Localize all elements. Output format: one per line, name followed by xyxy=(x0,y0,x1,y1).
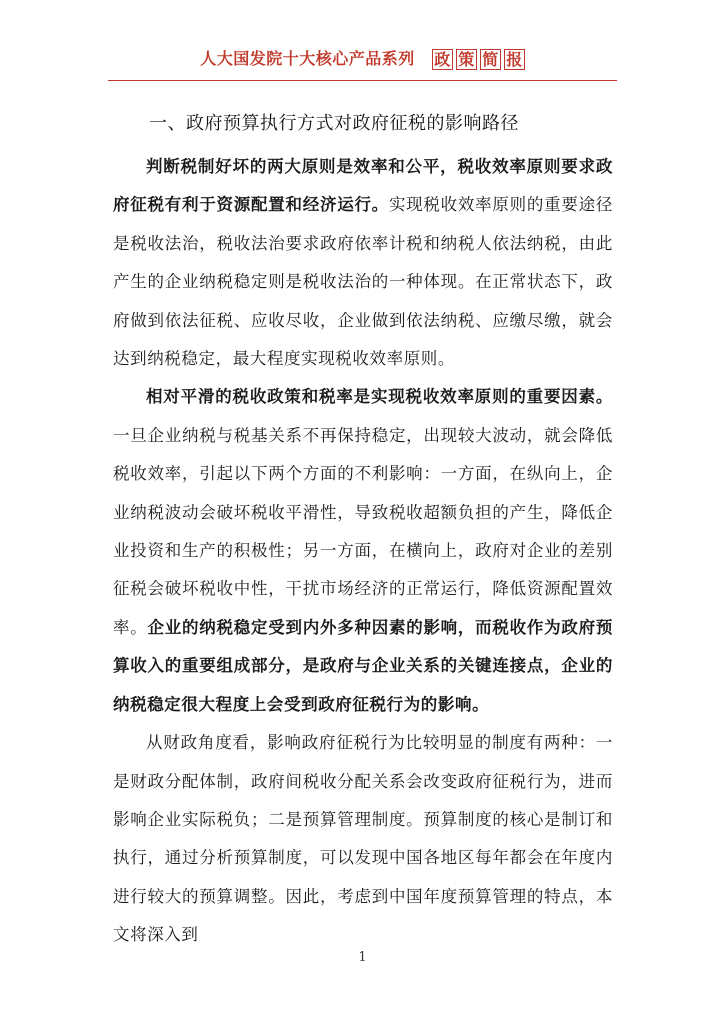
document-body xyxy=(113,110,613,955)
paragraph-1-lead: 判断税制好坏的两大原则是效率和公平，税收效率原则要求政府征税有利于资源配置和经济运行。 xyxy=(113,157,613,215)
paragraph-3 xyxy=(113,724,613,954)
paragraph-1-body: 实现税收效率原则的重要途径是税收法治，税收法治要求政府依率计税和纳税人依法纳税，由此产生的企业纳税稳定则是税收法治的一种体现。在正常状态下，政府做到依法征税、应收尽收，企业做到依法纳税、应缴尽缴，就会达到纳税稳定，最大程度实现税收效率原则。 xyxy=(113,195,613,369)
badge-char-jian: 简 xyxy=(480,49,501,70)
series-title: 人大国发院十大核心产品系列 xyxy=(200,49,415,68)
paragraph-2-lead: 相对平滑的税收政策和税率是实现税收效率原则的重要因素。 xyxy=(146,387,613,407)
paragraph-1 xyxy=(113,148,613,378)
paragraph-3-body: 从财政角度看，影响政府征税行为比较明显的制度有两种：一是财政分配体制，政府间税收分配关系会改变政府征税行为，进而影响企业实际税负；二是预算管理制度。预算制度的核心是制订和执行，通过分析预算制度，可以发现中国各地区每年都会在年度内进行较大的预算调整。因此，考虑到中国年度预算管理的特点，本文将深入到 xyxy=(113,733,613,945)
badge-char-zheng: 政 xyxy=(432,49,453,70)
badge-char-bao: 报 xyxy=(504,49,525,70)
section-heading: 一、政府预算执行方式对政府征税的影响路径 xyxy=(149,113,519,134)
paragraph-2-body: 一旦企业纳税与税基关系不再保持稳定，出现较大波动，就会降低税收效率，引起以下两个方面的不利影响：一方面，在纵向上，企业纳税波动会破坏税收平滑性，导致税收超额负担的产生，降低企业投资和生产的积极性；另一方面，在横向上，政府对企业的差别征税会破坏税收中性，干扰市场经济的正常运行，降低资源配置效率。 xyxy=(113,425,613,637)
paragraph-2-conclusion: 企业的纳税稳定受到内外多种因素的影响，而税收作为政府预算收入的重要组成部分，是政府与企业关系的关键连接点，企业的纳税稳定很大程度上会受到政府征税行为的影响。 xyxy=(113,617,614,714)
badge-char-ce: 策 xyxy=(456,49,477,70)
header-divider xyxy=(108,80,617,81)
page-number: 1 xyxy=(358,950,367,965)
policy-brief-badge xyxy=(429,49,525,70)
page-header xyxy=(108,48,617,80)
paragraph-2 xyxy=(113,378,613,724)
